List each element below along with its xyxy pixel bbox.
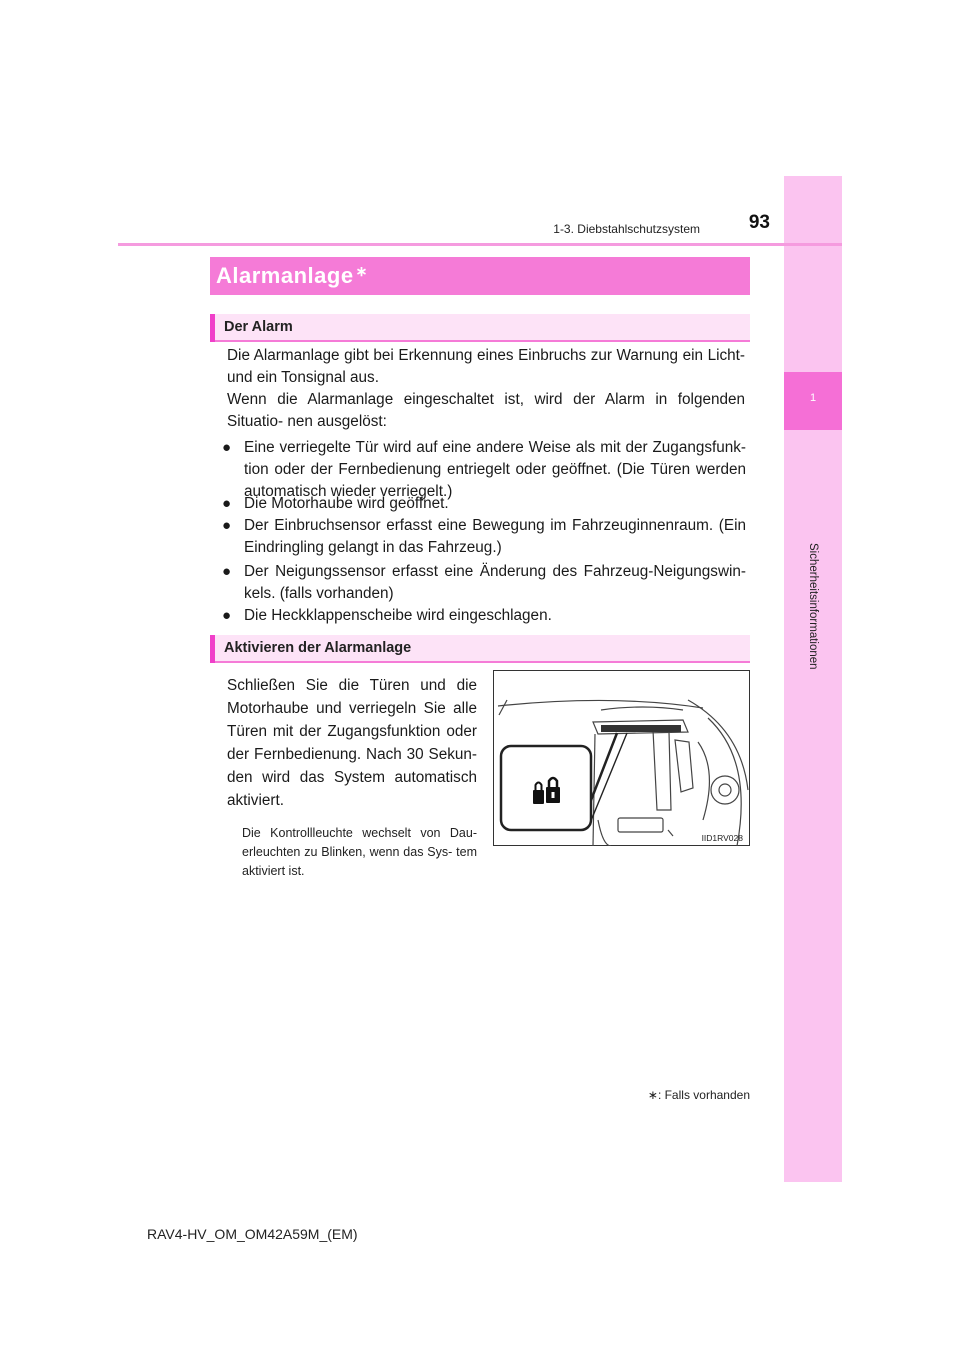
side-tab-label: Sicherheitsinformationen xyxy=(807,543,819,670)
page-title-text: Alarmanlage xyxy=(216,263,354,288)
figure-code: IID1RV028 xyxy=(701,833,743,843)
bullet-icon: ● xyxy=(222,495,232,512)
section-heading-alarm xyxy=(210,314,750,342)
list-item-text: Der Einbruchsensor erfasst eine Bewegung im Fahrzeuginnenraum. (Ein Eindringling gelangt in das Fahrzeug.) xyxy=(244,517,746,556)
list-item-text: Die Heckklappenscheibe wird eingeschlagen. xyxy=(244,607,552,624)
section-heading-label: Aktivieren der Alarmanlage xyxy=(224,640,412,656)
page-title xyxy=(216,263,368,289)
header-section-title: 1-3. Diebstahlschutzsystem xyxy=(553,222,700,236)
intro-paragraph-1: Die Alarmanlage gibt bei Erkennung eines Einbruchs zur Warnung ein Licht- und ein Tonsignal aus. xyxy=(227,347,745,386)
footnote xyxy=(600,1088,750,1102)
page-number: 93 xyxy=(748,212,770,233)
intro-paragraph-2: Wenn die Alarmanlage eingeschaltet ist, wird der Alarm in folgenden Situatio- nen ausgelöst: xyxy=(227,391,745,430)
heading-marker xyxy=(210,635,215,663)
bullet-icon: ● xyxy=(222,563,232,580)
asterisk-icon: ∗ xyxy=(355,263,368,279)
section-heading-activate xyxy=(210,635,750,663)
bullet-icon: ● xyxy=(222,517,232,534)
list-item-text: Eine verriegelte Tür wird auf eine andere Weise als mit der Zugangsfunk- tion oder der Fernbedienung entriegelt oder geöffnet. (Die Türen werden automatisch wieder verriegelt.) xyxy=(244,439,746,500)
bullet-icon: ● xyxy=(222,607,232,624)
heading-marker xyxy=(210,314,215,342)
asterisk-icon: ∗ xyxy=(647,1088,658,1102)
header-rule xyxy=(118,243,842,246)
section-heading-label: Der Alarm xyxy=(224,319,293,335)
activate-paragraph: Schließen Sie die Türen und die Motorhaube und verriegeln Sie alle Türen mit der Zugangsfunktion oder der Fernbedienung. Nach 30 Sekun- den wird das System automatisch aktiviert. xyxy=(227,677,477,809)
list-item-text: Die Motorhaube wird geöffnet. xyxy=(244,495,449,512)
dashboard-illustration xyxy=(493,670,750,846)
side-tab xyxy=(784,176,842,1182)
note-paragraph: Die Kontrollleuchte wechselt von Dau- erleuchten zu Blinken, wenn das Sys- tem aktiviert ist. xyxy=(242,826,477,878)
bullet-icon: ● xyxy=(222,439,232,456)
list-item-text: Der Neigungssensor erfasst eine Änderung des Fahrzeug-Neigungswin- kels. (falls vorhanden) xyxy=(244,563,746,602)
document-code: RAV4-HV_OM_OM42A59M_(EM) xyxy=(147,1226,358,1242)
chapter-number: 1 xyxy=(809,392,817,404)
footnote-text: : Falls vorhanden xyxy=(657,1088,750,1102)
